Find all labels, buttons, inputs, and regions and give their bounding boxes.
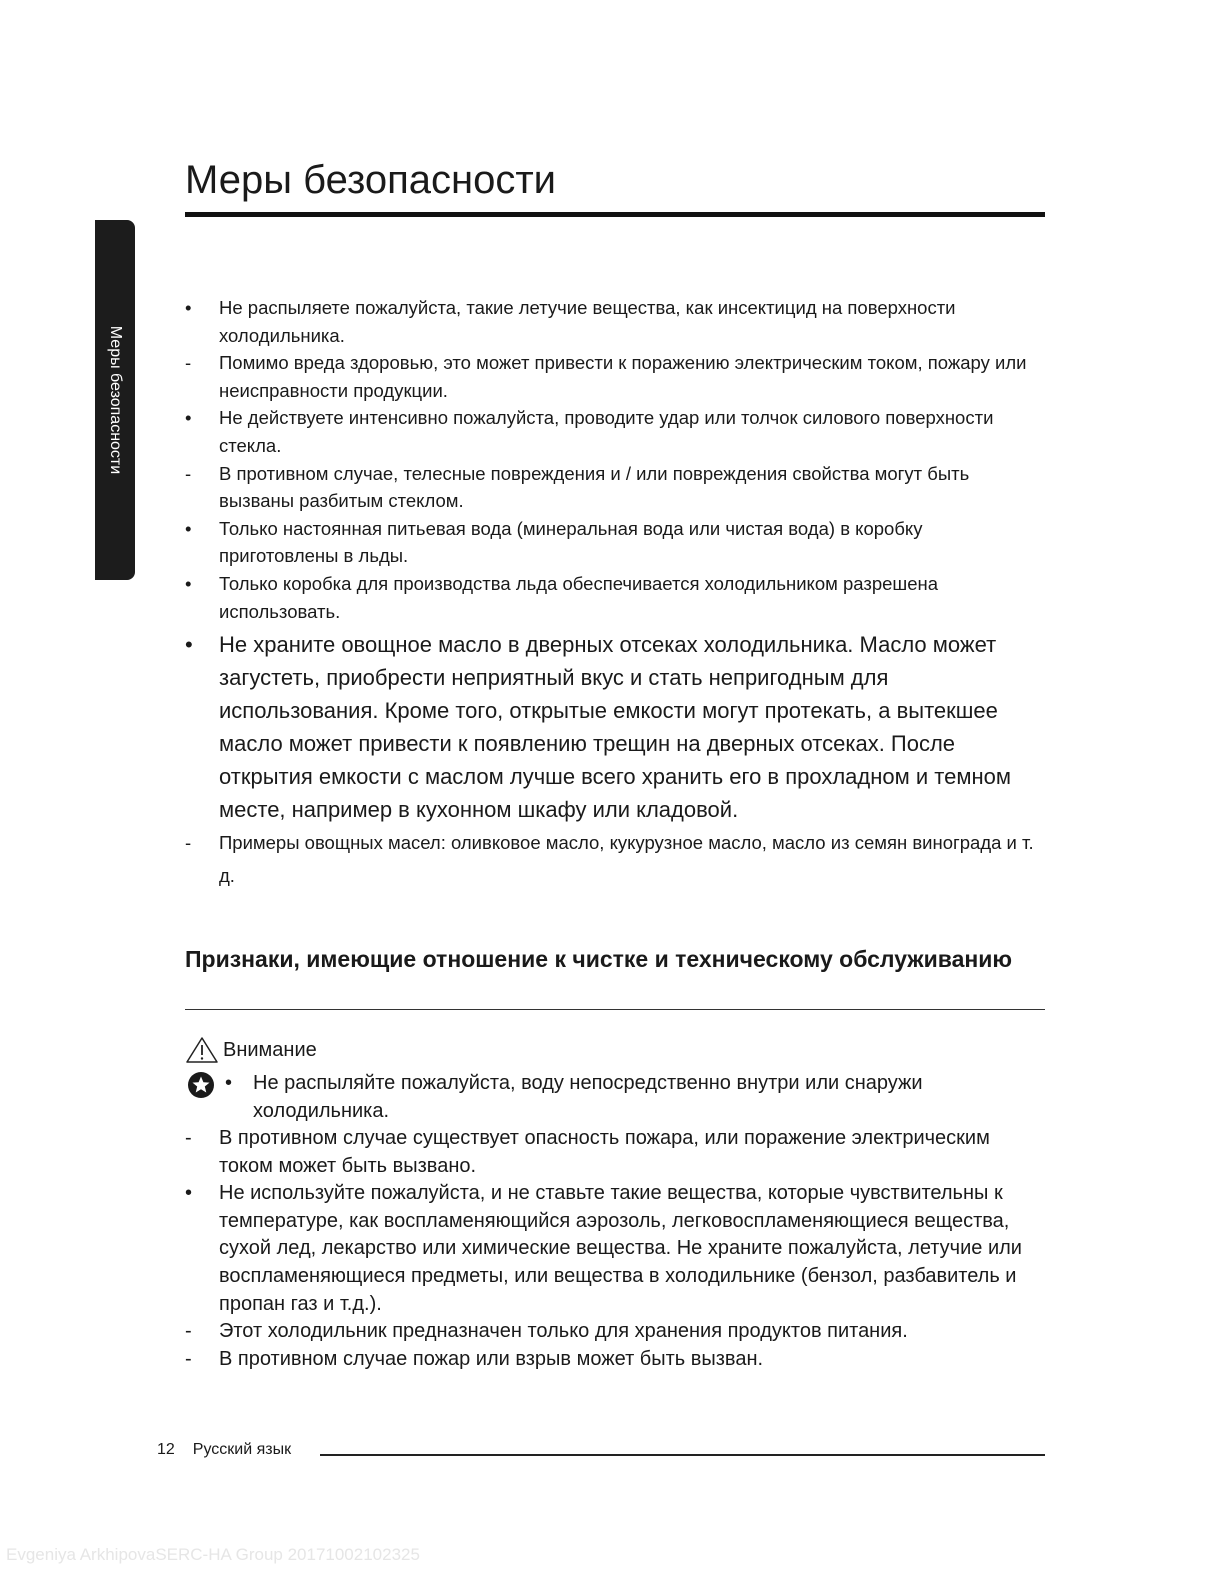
list-item xyxy=(185,294,1045,349)
caution-first-item xyxy=(185,1070,1045,1125)
list-item xyxy=(185,1346,1045,1374)
oil-list xyxy=(185,628,1045,892)
side-tab-label: Меры безопасности xyxy=(107,325,124,475)
list-item-text: Не распыляете пожалуйста, такие летучие вещества, как инсектицид на поверхности холодильника. xyxy=(219,297,956,346)
list-item-text: Не используйте пожалуйста, и не ставьте такие вещества, которые чувствительны к температуре, как воспламеняющийся аэрозоль, легковоспламеняющиеся вещества, сухой лед, лекарство или химические вещества. Не храните пожалуйста, летучие или воспламеняющиеся предметы, или вещества в холодильнике (бензол, разбавитель и пропан газ и т.д.). xyxy=(219,1182,1022,1315)
list-marker: - xyxy=(185,462,192,484)
list-marker: • xyxy=(185,517,192,539)
list-marker: - xyxy=(185,352,192,374)
list-item xyxy=(185,460,1045,515)
list-item xyxy=(185,404,1045,459)
list-item xyxy=(185,1318,1045,1346)
list-marker: - xyxy=(185,1347,192,1370)
list-item xyxy=(185,570,1045,625)
list-item-text: Только коробка для производства льда обеспечивается холодильником разрешена использовать. xyxy=(219,572,939,622)
list-item xyxy=(185,1180,1045,1318)
oil-examples-item xyxy=(185,826,1045,892)
list-item-text: Не действуете интенсивно пожалуйста, проводите удар или толчок силового поверхности стекла. xyxy=(219,407,994,456)
list-item-text: В противном случае пожар или взрыв может быть вызван. xyxy=(219,1347,764,1370)
list-item xyxy=(185,515,1045,570)
caution-label: Внимание xyxy=(223,1038,317,1061)
caution-header xyxy=(185,1036,317,1064)
list-item xyxy=(185,1070,1045,1125)
list-item-text: Этот холодильник предназначен только для хранения продуктов питания. xyxy=(219,1320,908,1343)
oil-item-text: Не храните овощное масло в дверных отсеках холодильника. Масло может загустеть, приобрести неприятный вкус и стать непригодным для использования. Кроме того, открытые емкости могут протекать, а вытекшее масло может привести к появлению трещин на дверных отсеках. После открытия емкости с маслом лучше всего хранить его в прохладном и темном месте, например в кухонном шкафу или кладовой. xyxy=(219,632,1011,822)
list-marker: • xyxy=(185,1182,193,1205)
list-marker: • xyxy=(185,297,192,318)
caution-list xyxy=(185,1125,1045,1373)
side-tab xyxy=(95,220,135,580)
footer-language: Русский язык xyxy=(192,1441,292,1458)
page-number: 12 xyxy=(157,1441,175,1458)
list-item-text: Помимо вреда здоровью, это может привести к поражению электрическим током, пожару или неисправности продукции. xyxy=(219,352,1027,401)
list-item xyxy=(185,349,1045,404)
list-marker: • xyxy=(225,1072,233,1094)
list-item-text: Только настоянная питьевая вода (минеральная вода или чистая вода) в коробку приготовлены в льды. xyxy=(219,517,923,567)
list-item-text: В противном случае существует опасность пожара, или поражение электрическим током может быть вызвано. xyxy=(219,1127,990,1177)
list-item-text: Не распыляйте пожалуйста, воду непосредственно внутри или снаружи холодильника. xyxy=(253,1072,923,1122)
safety-list xyxy=(185,294,1045,625)
list-marker: • xyxy=(185,407,192,429)
section-rule xyxy=(185,1009,1045,1010)
page-footer xyxy=(157,1441,291,1459)
title-rule xyxy=(185,212,1045,217)
page-title: Меры безопасности xyxy=(185,158,556,202)
footer-rule xyxy=(320,1454,1045,1456)
warning-triangle-icon xyxy=(185,1036,219,1064)
list-item-text: В противном случае, телесные повреждения и / или повреждения свойства могут быть вызваны разбитым стеклом. xyxy=(219,462,970,512)
list-marker: - xyxy=(185,832,192,853)
list-item xyxy=(185,1125,1045,1180)
list-marker: - xyxy=(185,1320,192,1343)
oil-item xyxy=(185,628,1045,826)
list-marker: • xyxy=(185,572,192,594)
list-marker: - xyxy=(185,1127,192,1149)
oil-examples-text: Примеры овощных масел: оливковое масло, кукурузное масло, масло из семян винограда и т. д. xyxy=(219,832,1034,886)
list-marker: • xyxy=(185,632,193,657)
section-heading: Признаки, имеющие отношение к чистке и техническому обслуживанию xyxy=(185,946,1013,972)
watermark: Evgeniya ArkhipovaSERC-HA Group 20171002102325 xyxy=(6,1545,420,1564)
